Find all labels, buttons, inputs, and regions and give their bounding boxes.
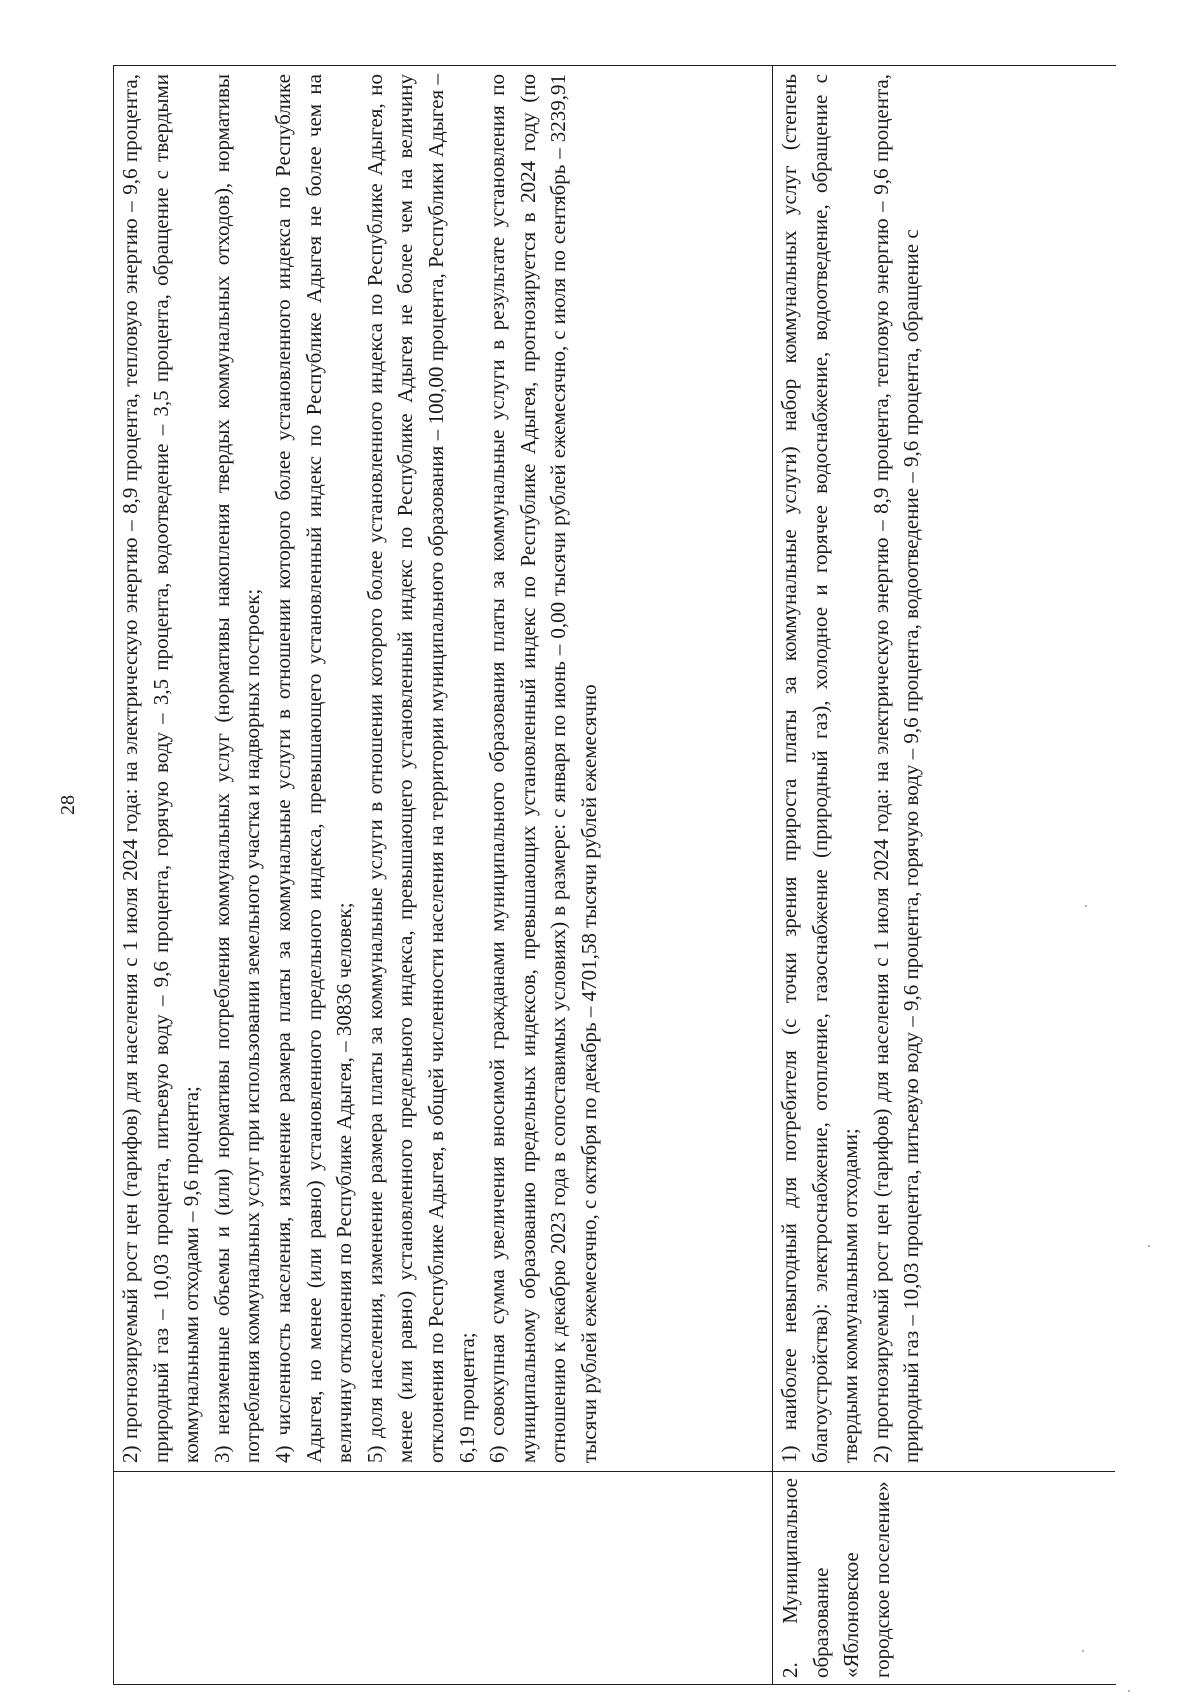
parameter-item: 5) доля населения, изменение размера платы за коммунальные услуги в отношении которого более установленного индекса по Республике Адыгея, но менее (или равно) установленного предельного индекса, превышающего установленный индекс по Республике Адыгея не более чем на величину отклонения по Республике Адыгея, в общей численности населения на территории муниципального образования – 100,00 процента, Республики Адыгея – 6,19 процента; (362, 74, 479, 1463)
scan-speck (1085, 905, 1087, 907)
municipality-cell (773, 1471, 1115, 1684)
parameter-item: 3) неизменные объемы и (или) нормативы потребления коммунальных услуг (нормативы накопления твердых коммунальных отходов), нормативы потребления коммунальных услуг при использовании земельного участка и надворных построек; (209, 74, 265, 1463)
municipality-name: 2. Муниципальное образование «Яблоновское городское поселение» (778, 1478, 894, 1678)
municipality-cell (114, 1471, 772, 1684)
parameter-item: 2) прогнозируемый рост цен (тарифов) для населения с 1 июля 2024 года: на электрическую энергию – 8,9 процента, тепловую энергию – 9,6 процента, природный газ – 10,03 процента, питьевую воду – 9,6 процента, горячую воду – 3,5 процента, водоотведение – 3,5 процента, обращение с твердыми коммунальными отходами – 9,6 процента; (118, 74, 204, 1463)
parameters-cell (773, 66, 1115, 1471)
scan-speck (1082, 1650, 1084, 1652)
parameters-cell (114, 66, 772, 1471)
parameter-item: 2) прогнозируемый рост цен (тарифов) для населения с 1 июля 2024 года: на электрическую энергию – 8,9 процента, тепловую энергию – 9,6 процента, природный газ – 10,03 процента, питьевую воду – 9,6 процента, горячую воду – 9,6 процента, водоотведение – 9,6 процента, обращение с (868, 74, 924, 1463)
table-row (114, 66, 773, 1684)
scan-speck (1128, 1690, 1130, 1692)
parameter-item: 1) наиболее невыгодный для потребителя (с точки зрения прироста платы за коммунальные услуги) набор коммунальных услуг (степень благоустройства): электроснабжение, отопление, газоснабжение (природный газ), холодное и горячее водоснабжение, водоотведение, обращение с твердыми коммунальными отходами; (777, 74, 863, 1463)
scan-speck (1148, 1245, 1150, 1247)
parameter-item: 4) численность населения, изменение размера платы за коммунальные услуги в отношении которого более установленного индекса по Республике Адыгея, но менее (или равно) установленного предельного индекса, превышающего установленный индекс по Республике Адыгея не более чем на величину отклонения по Республике Адыгея, – 30836 человек; (270, 74, 357, 1463)
parameter-item: 6) совокупная сумма увеличения вносимой гражданами муниципального образования платы за коммунальные услуги в результате установления по муниципальному образованию предельных индексов, превышающих установленный индекс по Республике Адыгея, прогнозируется в 2024 году (по отношению к декабрю 2023 года в сопоставимых условиях) в размере: с января по июнь – 0,00 тысячи рублей ежемесячно, с июля по сентябрь – 3239,91 тысячи рублей ежемесячно, с октября по декабрь – 4701,58 тысячи рублей ежемесячно (485, 74, 601, 1463)
page-number: 28 (57, 795, 79, 815)
document-table (113, 65, 1116, 1685)
table-row (773, 66, 1115, 1684)
